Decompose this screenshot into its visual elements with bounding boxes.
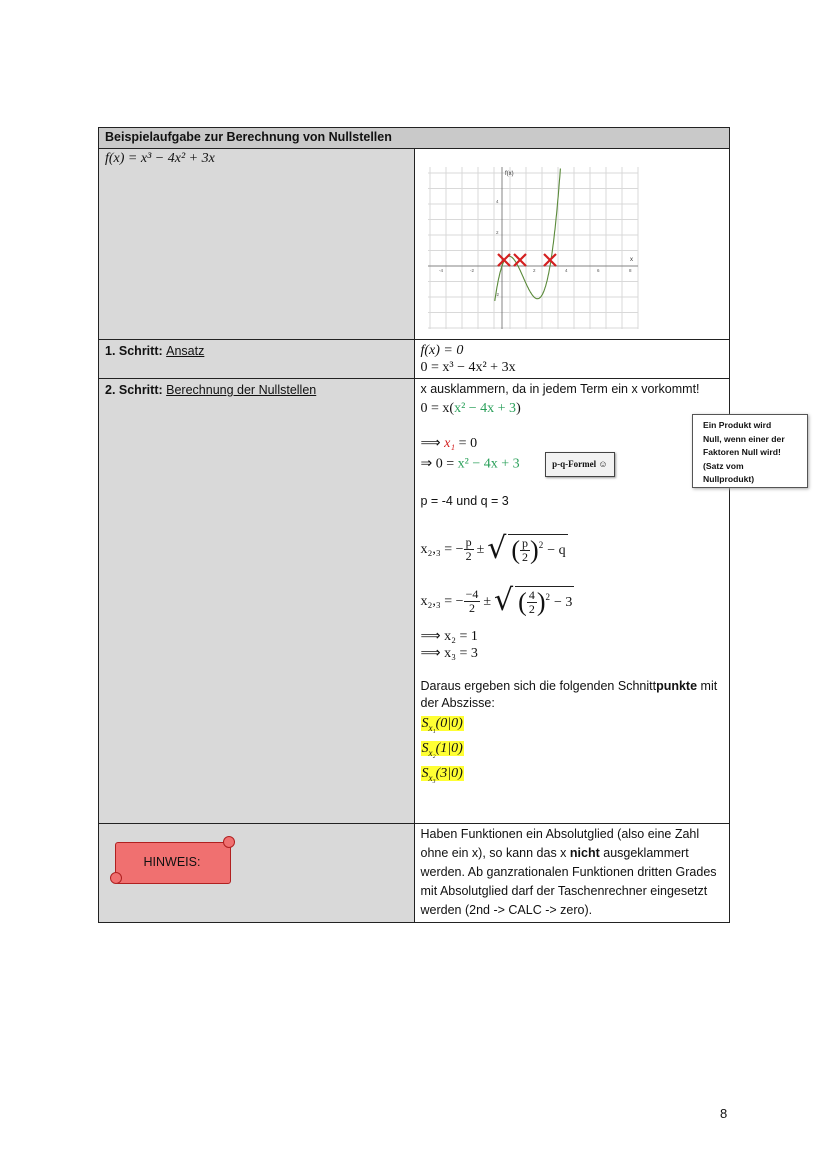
side-note-nullprodukt: Ein Produkt wird Null, wenn einer der Faktoren Null wird! (Satz vom Nullprodukt) <box>692 414 808 488</box>
root-marker-2 <box>514 254 526 266</box>
table-header-row <box>99 128 730 149</box>
pq-formula-general: x₂,₃ = − $\frac{p}{2}$ ± √ ( $\frac{p}{2}$ )$^2$ − q <box>420 531 566 566</box>
graph-grid <box>428 167 638 329</box>
factored-equation: 0 = x(x² − 4x + 3) <box>420 401 521 416</box>
point-1: $S_{x_1}(0|0)$ <box>421 716 463 733</box>
graph-cell <box>414 149 730 340</box>
step1-line1: f(x) = 0 <box>420 343 464 358</box>
function-row <box>99 149 730 340</box>
hint-row <box>99 824 730 923</box>
function-label: f(x) = x³ − 4x² + 3x <box>105 151 215 166</box>
y-axis-label: f(x) <box>504 171 514 177</box>
pq-values: p = -4 und q = 3 <box>420 494 509 508</box>
x-axis-label: x <box>629 257 633 263</box>
pq-formula-inserted: x₂,₃ = − $\frac{-4}{2}$ ± √ ( $\frac{4}{2}$ )$^2$ − 3 <box>420 583 573 618</box>
xtick-8: 8 <box>628 268 632 273</box>
hint-text-c: ausgeklammert werden. Ab ganzrationalen Funktionen dritten Grades mit Absolutglied darf der Taschenrechner eingesetzt werden (2nd -> CALC -> zero). <box>420 846 717 917</box>
pq-formula-button[interactable]: p-q-Formel ☺ <box>545 452 614 477</box>
page-number: 8 <box>720 1106 728 1121</box>
hint-text-b: nicht <box>569 846 600 860</box>
function-graph <box>422 163 642 333</box>
step2-prefix: 2. Schritt: <box>105 383 163 397</box>
ytick-2: 2 <box>495 230 499 235</box>
xtick-6: 6 <box>596 268 600 273</box>
xtick-n4: -4 <box>438 268 443 273</box>
ytick-4: 4 <box>495 199 499 204</box>
task-table <box>98 127 730 923</box>
ytick-n2: -2 <box>494 292 499 297</box>
x1-result: ⟹ x₁ = 0 <box>420 436 478 451</box>
hint-banner <box>109 836 229 884</box>
hint-text-a: Haben Funktionen ein Absolutglied (also eine Zahl ohne ein x), so kann das x <box>420 827 700 860</box>
x2-result: ⟹ x₂ = 1 <box>420 629 478 644</box>
xtick-2: 2 <box>532 268 536 273</box>
step1-row <box>99 340 730 379</box>
step1-name: Ansatz <box>166 344 205 358</box>
step1-prefix: 1. Schritt: <box>105 344 163 358</box>
root-markers <box>498 254 556 266</box>
point-3: $S_{x_3}(3|0)$ <box>421 765 463 783</box>
step2-intro: x ausklammern, da in jedem Term ein x vorkommt! <box>420 382 700 396</box>
step2-name: Berechnung der Nullstellen <box>166 383 317 397</box>
quadratic-equation: ⇒ 0 = x² − 4x + 3 p-q-Formel ☺ <box>421 452 724 477</box>
xtick-n2: -2 <box>469 268 474 273</box>
step1-line2: 0 = x³ − 4x² + 3x <box>420 360 516 375</box>
root-marker-1 <box>498 254 510 266</box>
xtick-4: 4 <box>564 268 568 273</box>
step2-row <box>99 379 730 824</box>
point-2: $S_{x_2}(1|0)$ <box>421 740 463 758</box>
conclusion-text: Daraus ergeben sich die folgenden Schnittpunkte mit der Abszisse: <box>420 679 718 710</box>
x3-result: ⟹ x₃ = 3 <box>420 646 478 661</box>
hint-label: HINWEIS: <box>143 855 201 869</box>
table-title: Beispielaufgabe zur Berechnung von Nullstellen <box>99 128 730 149</box>
